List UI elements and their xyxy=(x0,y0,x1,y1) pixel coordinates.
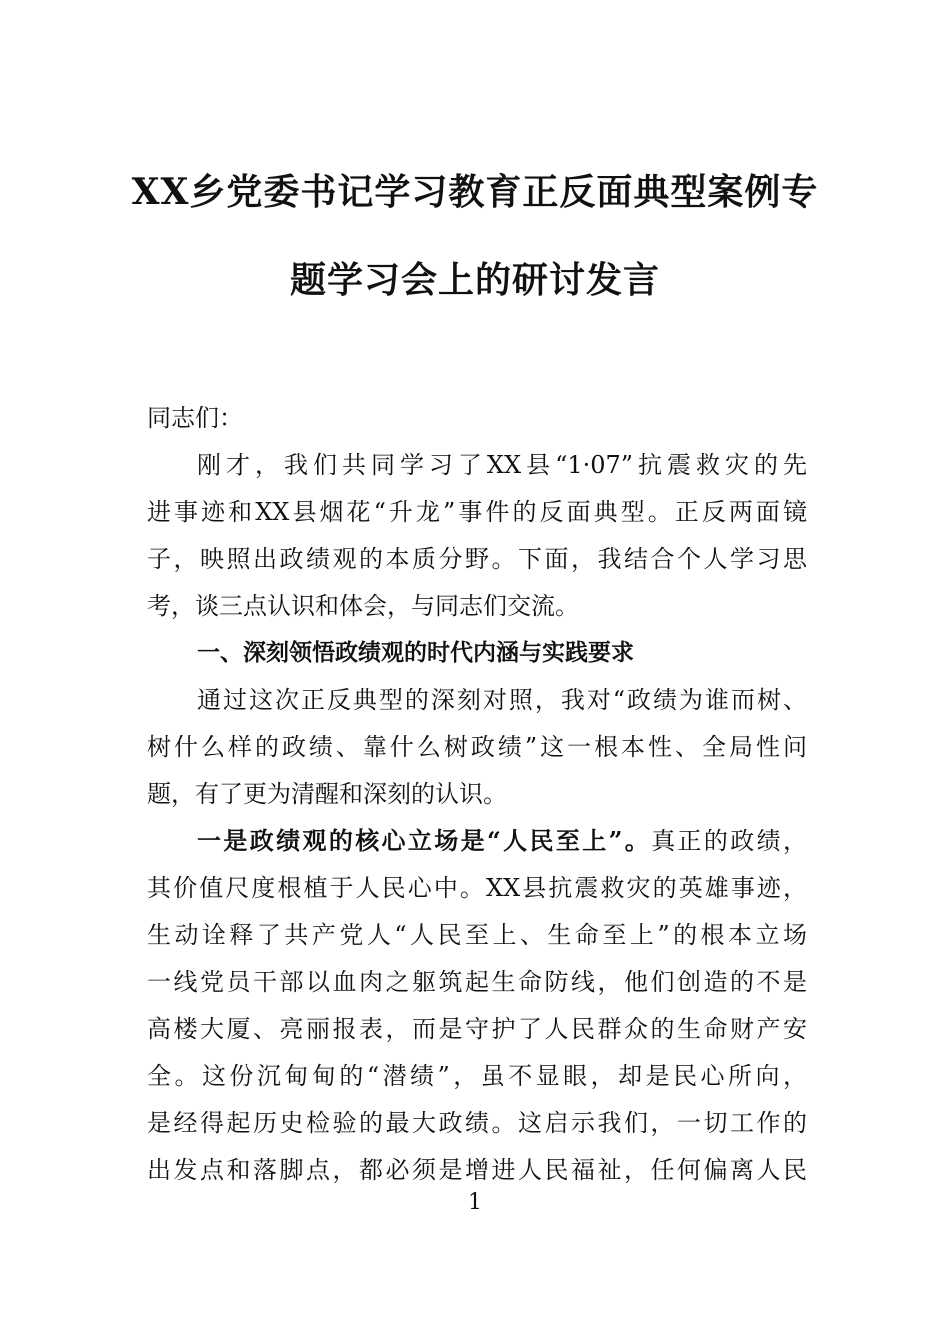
document-title-line-2: 题学习会上的研讨发言 xyxy=(289,259,660,301)
paragraph-3-line-6: 全。这份沉甸甸的“潜绩”，虽不显眼，却是民心所向， xyxy=(147,1062,807,1090)
paragraph-1-line-1: 刚才，我们共同学习了XX县“1·07”抗震救灾的先 xyxy=(197,451,807,479)
paragraph-3-lead-rest: 真正的政绩， xyxy=(651,827,807,855)
document-title-line-1: XX乡党委书记学习教育正反面典型案例专 xyxy=(131,171,819,213)
paragraph-1-line-4: 考，谈三点认识和体会，与同志们交流。 xyxy=(147,592,579,620)
paragraph-2-line-2: 树什么样的政绩、靠什么树政绩”这一根本性、全局性问 xyxy=(147,733,807,761)
section-heading-1: 一、深刻领悟政绩观的时代内涵与实践要求 xyxy=(197,640,634,666)
paragraph-3-line-7: 是经得起历史检验的最大政绩。这启示我们，一切工作的 xyxy=(147,1109,807,1137)
paragraph-3-line-2: 其价值尺度根植于人民心中。XX县抗震救灾的英雄事迹， xyxy=(147,874,807,902)
paragraph-2-line-1: 通过这次正反典型的深刻对照，我对“政绩为谁而树、 xyxy=(197,686,807,714)
paragraph-3-line-3: 生动诠释了共产党人“人民至上、生命至上”的根本立场 xyxy=(147,921,807,949)
salutation: 同志们： xyxy=(147,404,243,432)
paragraph-3-line-5: 高楼大厦、亮丽报表，而是守护了人民群众的生命财产安 xyxy=(147,1015,807,1043)
paragraph-1-line-3: 子，映照出政绩观的本质分野。下面，我结合个人学习思 xyxy=(147,545,807,573)
page-number: 1 xyxy=(468,1190,482,1215)
paragraph-3-line-1 xyxy=(197,827,807,855)
paragraph-2-line-3: 题，有了更为清醒和深刻的认识。 xyxy=(147,780,507,808)
paragraph-3-line-4: 一线党员干部以血肉之躯筑起生命防线，他们创造的不是 xyxy=(147,968,807,996)
paragraph-1-line-2: 进事迹和XX县烟花“升龙”事件的反面典型。正反两面镜 xyxy=(147,498,807,526)
paragraph-3-line-8: 出发点和落脚点，都必须是增进人民福祉，任何偏离人民 xyxy=(147,1156,807,1184)
paragraph-3-bold-lead: 一是政绩观的核心立场是“人民至上”。 xyxy=(197,827,652,855)
